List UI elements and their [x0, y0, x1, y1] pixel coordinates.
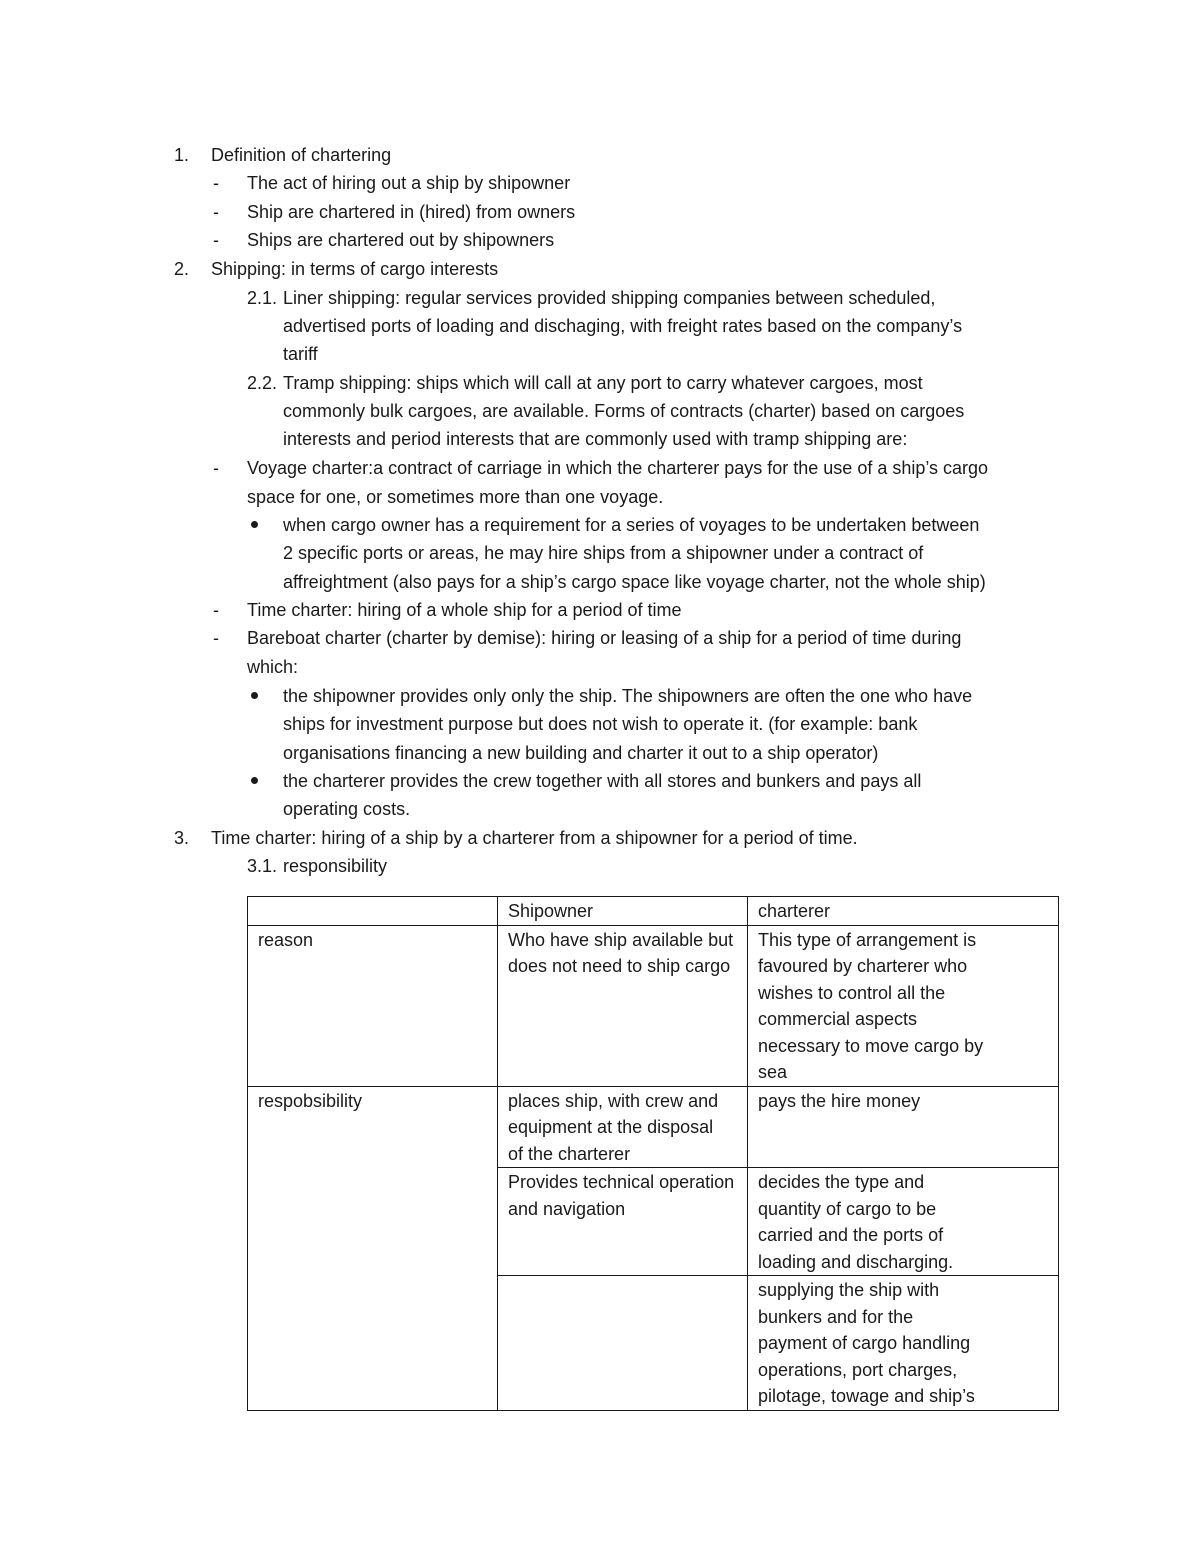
- section-1-item: Ships are chartered out by shipowners: [247, 230, 555, 250]
- cell-line: of the charterer: [508, 1143, 631, 1164]
- cell-line: Provides technical operation: [508, 1172, 735, 1192]
- subsection-2-1-line: advertised ports of loading and dischaging, with freight rates based on the company’s: [283, 316, 963, 336]
- dash-marker: -: [213, 458, 219, 478]
- bullet-marker: [251, 521, 258, 528]
- table-header-cell: Shipowner: [498, 897, 748, 926]
- table-cell: [748, 925, 1059, 1086]
- subsection-3-1-line: responsibility: [283, 856, 388, 876]
- voyage-bullet-line: affreightment (also pays for a ship’s cargo space like voyage charter, not the whole ship): [283, 572, 986, 592]
- cell-line: wishes to control all the: [758, 982, 946, 1003]
- table-header-cell: [248, 897, 498, 926]
- section-2-title: Shipping: in terms of cargo interests: [211, 259, 499, 279]
- bullet-marker: [251, 777, 258, 784]
- bareboat-bullet-line: operating costs.: [283, 799, 411, 819]
- subsection-2-2-number: 2.2.: [247, 373, 278, 393]
- cell-line: supplying the ship with: [758, 1280, 940, 1300]
- cell-line: places ship, with crew and: [508, 1090, 719, 1111]
- section-3-number: 3.: [174, 828, 190, 848]
- subsection-2-2-line: Tramp shipping: ships which will call at any port to carry whatever cargoes, most: [283, 373, 923, 393]
- cell-line: loading and discharging.: [758, 1251, 954, 1272]
- cell-line: Who have ship available but: [508, 929, 734, 950]
- subsection-2-2-line: commonly bulk cargoes, are available. Forms of contracts (charter) based on cargoes: [283, 401, 965, 421]
- subsection-2-1-line: Liner shipping: regular services provided shipping companies between scheduled,: [283, 288, 936, 308]
- section-1-number: 1.: [174, 145, 190, 165]
- subsection-2-1-line: tariff: [283, 344, 318, 364]
- subsection-2-2-line: interests and period interests that are commonly used with tramp shipping are:: [283, 429, 908, 449]
- subsection-3-1-number: 3.1.: [247, 856, 278, 876]
- bareboat-charter-line: Bareboat charter (charter by demise): hiring or leasing of a ship for a period of time during: [247, 628, 962, 648]
- table-header-row: [248, 897, 1059, 926]
- cell-line: favoured by charterer who: [758, 956, 968, 976]
- table-cell: [498, 1086, 748, 1168]
- dash-marker: -: [213, 230, 219, 250]
- dash-marker: -: [213, 202, 219, 222]
- cell-line: payment of cargo handling: [758, 1333, 971, 1353]
- voyage-bullet-line: 2 specific ports or areas, he may hire ships from a shipowner under a contract of: [283, 543, 924, 563]
- table-cell-empty: [498, 1276, 748, 1411]
- cell-line: bunkers and for the: [758, 1306, 914, 1327]
- responsibility-table: [247, 896, 1059, 1411]
- cell-line: commercial aspects: [758, 1009, 918, 1029]
- table-header-cell: charterer: [748, 897, 1059, 926]
- bareboat-bullet-line: organisations financing a new building and charter it out to a ship operator): [283, 743, 879, 763]
- section-1-title: Definition of chartering: [211, 145, 392, 165]
- row-label: respobsibility: [248, 1086, 498, 1410]
- section-1-item: Ship are chartered in (hired) from owners: [247, 202, 576, 222]
- cell-line: decides the type and: [758, 1172, 925, 1192]
- section-2-number: 2.: [174, 259, 190, 279]
- cell-line: This type of arrangement is: [758, 929, 977, 950]
- voyage-charter-line: space for one, or sometimes more than one voyage.: [247, 487, 664, 507]
- bareboat-bullet-line: ships for investment purpose but does not wish to operate it. (for example: bank: [283, 714, 918, 734]
- table-cell: [498, 925, 748, 1086]
- cell-line: equipment at the disposal: [508, 1117, 714, 1137]
- voyage-bullet-line: when cargo owner has a requirement for a series of voyages to be undertaken between: [283, 515, 980, 535]
- voyage-charter-line: Voyage charter:a contract of carriage in which the charterer pays for the use of a ship’s cargo: [247, 458, 989, 478]
- dash-marker: -: [213, 173, 219, 193]
- bareboat-bullet-line: the shipowner provides only only the ship. The shipowners are often the one who have: [283, 686, 973, 706]
- time-charter-line: Time charter: hiring of a whole ship for a period of time: [247, 600, 682, 620]
- cell-line: and navigation: [508, 1198, 626, 1219]
- cell-line: does not need to ship cargo: [508, 956, 731, 976]
- table-cell: [748, 1276, 1059, 1411]
- table-cell: [498, 1168, 748, 1276]
- cell-line: operations, port charges,: [758, 1359, 958, 1380]
- table-cell: [748, 1086, 1059, 1168]
- dash-marker: -: [213, 628, 219, 648]
- section-3-title: Time charter: hiring of a ship by a charterer from a shipowner for a period of time.: [211, 828, 858, 848]
- subsection-2-1-number: 2.1.: [247, 288, 278, 308]
- cell-line: sea: [758, 1062, 788, 1082]
- dash-marker: -: [213, 600, 219, 620]
- bullet-marker: [251, 692, 258, 699]
- cell-line: carried and the ports of: [758, 1225, 944, 1245]
- cell-line: quantity of cargo to be: [758, 1198, 937, 1219]
- section-1-item: The act of hiring out a ship by shipowner: [247, 173, 571, 193]
- row-label: reason: [248, 925, 498, 1086]
- cell-line: pilotage, towage and ship’s: [758, 1386, 975, 1406]
- cell-line: necessary to move cargo by: [758, 1035, 984, 1056]
- bareboat-bullet-line: the charterer provides the crew together with all stores and bunkers and pays all: [283, 771, 922, 791]
- bareboat-charter-line: which:: [247, 657, 299, 677]
- table-cell: [748, 1168, 1059, 1276]
- table-row-responsibility: [248, 1086, 1059, 1168]
- cell-line: pays the hire money: [758, 1090, 921, 1111]
- table-row-reason: [248, 925, 1059, 1086]
